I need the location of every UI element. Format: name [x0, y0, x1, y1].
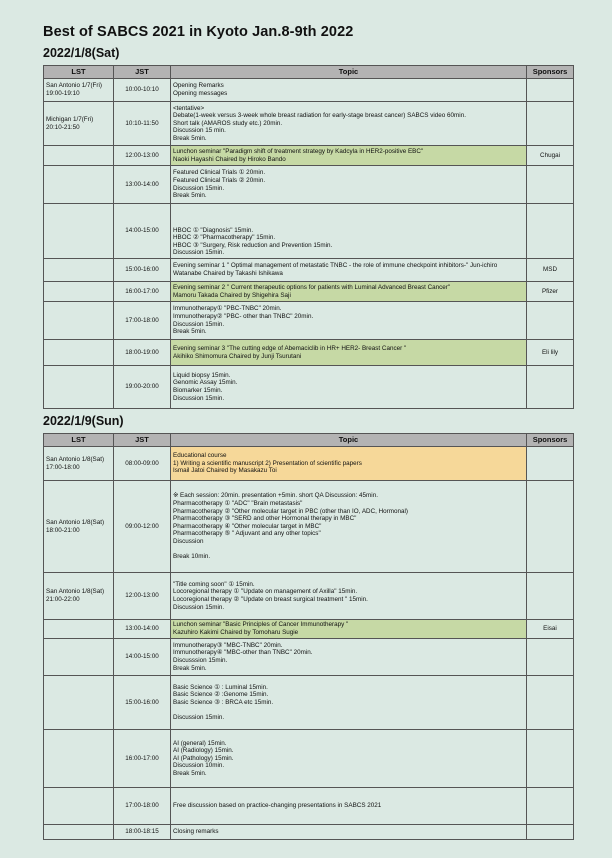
lst-cell: San Antonio 1/8(Sat) 18:00-21:00	[44, 481, 114, 573]
jst-cell: 09:00-12:00	[114, 481, 171, 573]
table-row	[44, 788, 574, 825]
jst-cell: 10:00-10:10	[114, 79, 171, 102]
sponsor-cell	[527, 825, 574, 840]
table-row	[44, 282, 574, 302]
sponsor-cell: Chugai	[527, 146, 574, 166]
topic-cell: <tentative> Debate(1-week versus 3-week whole breast radiation for early-stage breast cancer) SABCS video 60min. Short talk (AMAROS study etc.) 20min. Discussion 15 min. Break 5min.	[171, 102, 527, 146]
sponsor-cell	[527, 676, 574, 730]
lst-cell	[44, 340, 114, 366]
header-topic: Topic	[171, 66, 527, 79]
jst-cell: 14:00-15:00	[114, 639, 171, 676]
header-jst: JST	[114, 434, 171, 447]
lst-cell: Michigan 1/7(Fri) 20:10-21:50	[44, 102, 114, 146]
table-row	[44, 366, 574, 409]
day2-heading: 2022/1/9(Sun)	[43, 414, 124, 428]
jst-cell: 13:00-14:00	[114, 166, 171, 204]
table-row	[44, 639, 574, 676]
jst-cell: 08:00-09:00	[114, 447, 171, 481]
lst-cell	[44, 302, 114, 340]
sponsor-cell	[527, 481, 574, 573]
header-topic: Topic	[171, 434, 527, 447]
jst-cell: 13:00-14:00	[114, 620, 171, 639]
header-lst: LST	[44, 66, 114, 79]
table-row	[44, 302, 574, 340]
topic-cell: Closing remarks	[171, 825, 527, 840]
sponsor-cell	[527, 166, 574, 204]
table-row	[44, 825, 574, 840]
jst-cell: 17:00-18:00	[114, 302, 171, 340]
lst-cell: San Antonio 1/8(Sat) 17:00-18:00	[44, 447, 114, 481]
sponsor-cell	[527, 447, 574, 481]
jst-cell: 12:00-13:00	[114, 146, 171, 166]
table-row	[44, 146, 574, 166]
topic-cell: Lunchon seminar "Basic Principles of Cancer Immunotherapy " Kazuhiro Kakimi Chaired by Tomoharu Sugie	[171, 620, 527, 639]
sponsor-cell: MSD	[527, 259, 574, 282]
sponsor-cell	[527, 639, 574, 676]
table-row	[44, 102, 574, 146]
topic-cell: "Title coming soon" ① 15min. Locoregional therapy ① "Update on management of Axilla" 15min. Locoregional therapy ② "Update on breast surgical treatment " 15min. Discussion 15min.	[171, 573, 527, 620]
table-header-row	[44, 434, 574, 447]
table-row	[44, 620, 574, 639]
lst-cell	[44, 204, 114, 259]
topic-cell: AI (general) 15min. AI (Radiology) 15min. AI (Pathology) 15min. Discussion 10min. Break 5min.	[171, 730, 527, 788]
topic-cell: Evening seminar 2 " Current therapeutic options for patients with Luminal Advanced Breast Cancer" Mamoru Takada Chaired by Shigehira Saji	[171, 282, 527, 302]
jst-cell: 14:00-15:00	[114, 204, 171, 259]
topic-cell: Evening seminar 3 "The cutting edge of Abemaciclib in HR+ HER2- Breast Cancer " Akihiko Shimomura Chaired by Junji Tsurutani	[171, 340, 527, 366]
sponsor-cell	[527, 302, 574, 340]
header-sponsors: Sponsors	[527, 434, 574, 447]
lst-cell	[44, 366, 114, 409]
topic-cell: Free discussion based on practice-changing presentations in SABCS 2021	[171, 788, 527, 825]
lst-cell	[44, 259, 114, 282]
table-row	[44, 481, 574, 573]
sponsor-cell	[527, 366, 574, 409]
table-row	[44, 259, 574, 282]
table-header-row	[44, 66, 574, 79]
lst-cell	[44, 730, 114, 788]
topic-cell: Educational course 1) Writing a scientific manuscript 2) Presentation of scientific papers Ismail Jatoi Chaired by Masakazu Toi	[171, 447, 527, 481]
topic-cell: HBOC ① "Diagnosis" 15min. HBOC ② "Pharmacotherapy" 15min. HBOC ③ "Surgery, Risk reduction and Prevention 15min. Discussion 15min.	[171, 204, 527, 259]
topic-cell: Basic Science ① : Luminal 15min. Basic Science ② :Genome 15min. Basic Science ③ : BRCA etc 15min. Discussion 15min.	[171, 676, 527, 730]
sponsor-cell	[527, 573, 574, 620]
lst-cell: San Antonio 1/7(Fri) 19:00-19:10	[44, 79, 114, 102]
topic-cell: Immunotherapy① "PBC-TNBC" 20min. Immunotherapy② "PBC- other than TNBC" 20min. Discussion 15min. Break 5min.	[171, 302, 527, 340]
sponsor-cell: Pfizer	[527, 282, 574, 302]
lst-cell	[44, 282, 114, 302]
table-row	[44, 166, 574, 204]
topic-cell: Evening seminar 1 " Optimal management of metastatic TNBC - the role of immune checkpoint inhibitors-" Jun-ichiro Watanabe Chaired by Takashi Ishikawa	[171, 259, 527, 282]
topic-cell: ※ Each session: 20min. presentation +5min. short QA Discussion: 45min. Pharmacotherapy ① "ADC" "Brain metastasis" Pharmacotherapy ② "Other molecular target in PBC (other than IO, ADC, Hormonal) Pharmacotherapy ③ "SERD and other Hormonal therapy in MBC" Pharmacotherapy ④ "Other molecular target in MBC" Pharmacotherapy ⑤ " Adjuvant and any other topics" Discussion Break 10min.	[171, 481, 527, 573]
jst-cell: 12:00-13:00	[114, 573, 171, 620]
sponsor-cell	[527, 204, 574, 259]
table-row	[44, 573, 574, 620]
lst-cell	[44, 676, 114, 730]
sponsor-cell: Eli lily	[527, 340, 574, 366]
table-row	[44, 447, 574, 481]
table-row	[44, 340, 574, 366]
lst-cell	[44, 166, 114, 204]
topic-cell: Opening Remarks Opening messages	[171, 79, 527, 102]
jst-cell: 10:10-11:50	[114, 102, 171, 146]
table-row	[44, 730, 574, 788]
page-title: Best of SABCS 2021 in Kyoto Jan.8-9th 2022	[43, 24, 354, 40]
sponsor-cell	[527, 102, 574, 146]
table-row	[44, 676, 574, 730]
sponsor-cell: Eisai	[527, 620, 574, 639]
topic-cell: Immunotherapy③ "MBC-TNBC" 20min. Immunotherapy④ "MBC-other than TNBC" 20min. Discusssion 15min. Break 5min.	[171, 639, 527, 676]
header-lst: LST	[44, 434, 114, 447]
header-jst: JST	[114, 66, 171, 79]
sponsor-cell	[527, 788, 574, 825]
sponsor-cell	[527, 79, 574, 102]
lst-cell	[44, 788, 114, 825]
lst-cell	[44, 146, 114, 166]
table-row	[44, 204, 574, 259]
table-row	[44, 79, 574, 102]
lst-cell	[44, 825, 114, 840]
header-sponsors: Sponsors	[527, 66, 574, 79]
jst-cell: 16:00-17:00	[114, 282, 171, 302]
jst-cell: 19:00-20:00	[114, 366, 171, 409]
topic-cell: Liquid biopsy 15min. Genomic Assay 15min. Biomarker 15min. Discussion 15min.	[171, 366, 527, 409]
jst-cell: 18:00-19:00	[114, 340, 171, 366]
topic-cell: Featured Clinical Trials ① 20min. Featured Clinical Trials ② 20min. Discussion 15min. Break 5min.	[171, 166, 527, 204]
jst-cell: 15:00-16:00	[114, 259, 171, 282]
day1-heading: 2022/1/8(Sat)	[43, 46, 120, 60]
jst-cell: 17:00-18:00	[114, 788, 171, 825]
lst-cell	[44, 639, 114, 676]
jst-cell: 16:00-17:00	[114, 730, 171, 788]
sponsor-cell	[527, 730, 574, 788]
day2-table	[43, 433, 574, 840]
jst-cell: 18:00-18:15	[114, 825, 171, 840]
topic-cell: Lunchon seminar "Paradigm shift of treatment strategy by Kadcyla in HER2-positive EBC" Naoki Hayashi Chaired by Hiroko Bando	[171, 146, 527, 166]
jst-cell: 15:00-16:00	[114, 676, 171, 730]
day1-table	[43, 65, 574, 409]
lst-cell	[44, 620, 114, 639]
lst-cell: San Antonio 1/8(Sat) 21:00-22:00	[44, 573, 114, 620]
